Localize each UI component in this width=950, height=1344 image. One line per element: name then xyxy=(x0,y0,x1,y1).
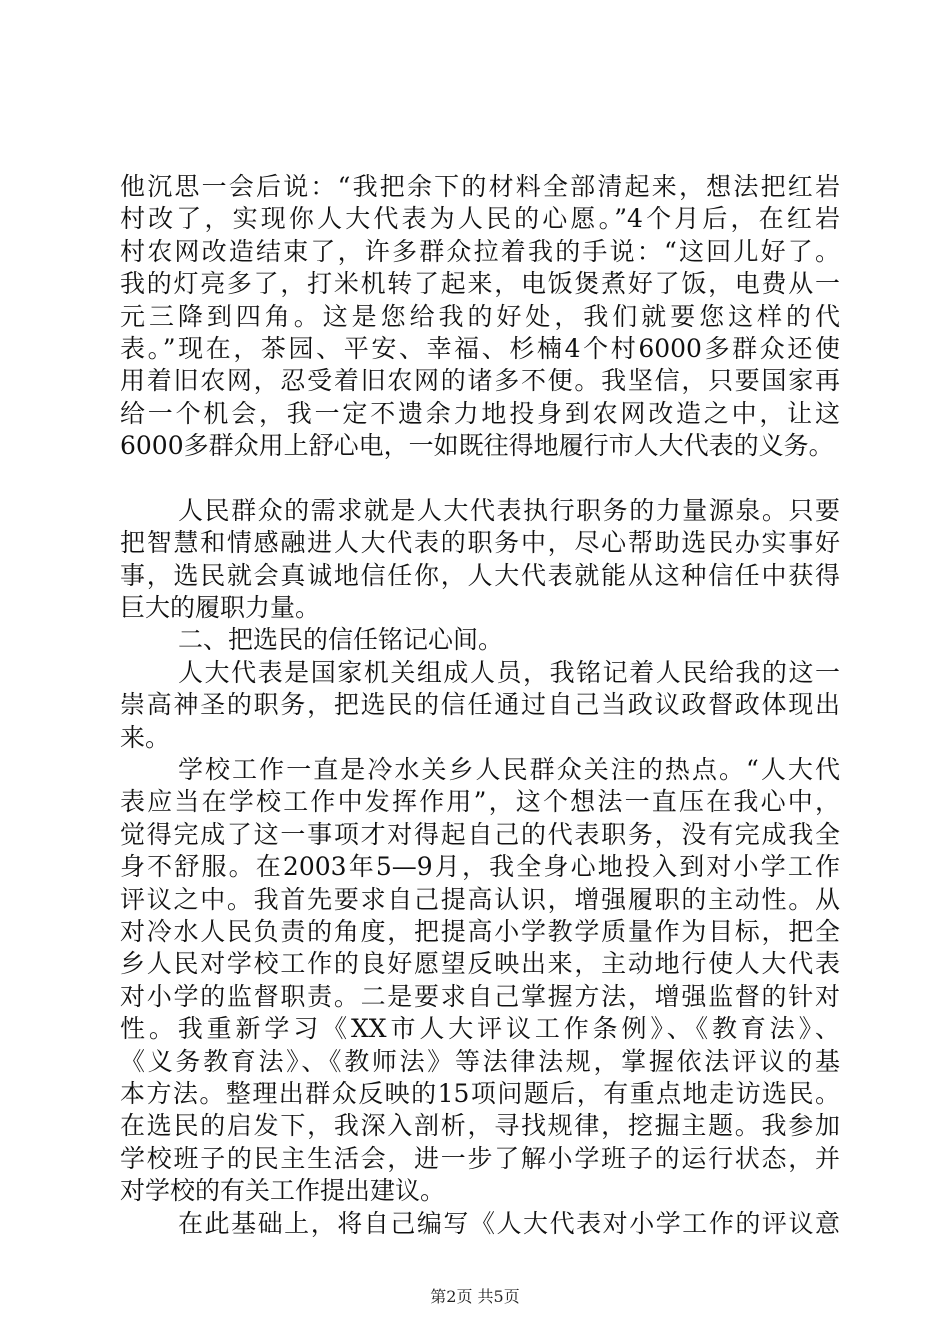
text-line: 在此基础上，将自己编写《人大代表对小学工作的评议意 xyxy=(178,1208,840,1238)
text-line: 本方法。整理出群众反映的15项问题后，有重点地走访选民。 xyxy=(120,1078,840,1108)
text-line: 学校班子的民主生活会，进一步了解小学班子的运行状态，并 xyxy=(120,1143,840,1173)
text-line: 6000多群众用上舒心电，一如既往得地履行市人大代表的义务。 xyxy=(120,431,834,461)
text-line: 给一个机会，我一定不遗余力地投身到农网改造之中，让这 xyxy=(120,398,840,428)
paragraph-continuation xyxy=(120,171,840,463)
paragraph-gap xyxy=(120,463,840,495)
text-line: 《义务教育法》、《教师法》等法律法规，掌握依法评议的基 xyxy=(120,1046,840,1076)
text-line: 表应当在学校工作中发挥作用”，这个想法一直压在我心中， xyxy=(120,787,840,817)
text-line: 村农网改造结束了，许多群众拉着我的手说：“这回儿好了。 xyxy=(120,236,840,266)
text-line: 人大代表是国家机关组成人员，我铭记着人民给我的这一 xyxy=(178,657,840,687)
page-footer: 第2页 共5页 xyxy=(430,1287,520,1306)
text-line: 学校工作一直是冷水关乡人民群众关注的热点。“人大代 xyxy=(178,755,840,785)
text-line: 觉得完成了这一事项才对得起自己的代表职务，没有完成我全 xyxy=(120,819,840,849)
text-line: 来。 xyxy=(120,722,171,752)
text-line: 对学校的有关工作提出建议。 xyxy=(120,1176,446,1206)
text-line: 崇高神圣的职务，把选民的信任通过自己当政议政督政体现出 xyxy=(120,690,840,720)
text-line: 巨大的履职力量。 xyxy=(120,593,321,623)
paragraph xyxy=(120,1208,840,1240)
text-line: 乡人民对学校工作的良好愿望反映出来，主动地行使人大代表 xyxy=(120,949,840,979)
section-heading xyxy=(120,624,840,656)
text-line: 把智慧和情感融进人大代表的职务中，尽心帮助选民办实事好 xyxy=(120,528,840,558)
text-line: 在选民的启发下，我深入剖析，寻找规律，挖掘主题。我参加 xyxy=(120,1111,840,1141)
text-line: 人民群众的需求就是人大代表执行职务的力量源泉。只要 xyxy=(178,495,840,525)
text-line: 事，选民就会真诚地信任你，人大代表就能从这种信任中获得 xyxy=(120,560,840,590)
text-line: 用着旧农网，忍受着旧农网的诸多不便。我坚信，只要国家再 xyxy=(120,366,840,396)
paragraph xyxy=(120,657,840,754)
text-line: 评议之中。我首先要求自己提高认识，增强履职的主动性。从 xyxy=(120,884,840,914)
text-line: 表。”现在，茶园、平安、幸福、杉楠4个村6000多群众还使 xyxy=(120,333,840,363)
document-body xyxy=(120,171,840,1240)
text-line: 二、把选民的信任铭记心间。 xyxy=(178,625,504,655)
text-line: 村改了，实现你人大代表为人民的心愿。”4个月后，在红岩 xyxy=(120,204,840,234)
paragraph xyxy=(120,754,840,1207)
text-line: 对小学的监督职责。二是要求自己掌握方法，增强监督的针对 xyxy=(120,981,840,1011)
text-line: 我的灯亮多了，打米机转了起来，电饭煲煮好了饭，电费从一 xyxy=(120,269,840,299)
text-line: 元三降到四角。这是您给我的好处，我们就要您这样的代 xyxy=(120,301,840,331)
text-line: 他沉思一会后说：“我把余下的材料全部清起来，想法把红岩 xyxy=(120,172,840,201)
paragraph xyxy=(120,495,840,625)
text-line: 身不舒服。在2003年5—9月，我全身心地投入到对小学工作 xyxy=(120,852,840,882)
text-line: 性。我重新学习《XX市人大评议工作条例》、《教育法》、 xyxy=(120,1014,840,1044)
text-line: 对冷水人民负责的角度，把提高小学教学质量作为目标，把全 xyxy=(120,916,840,946)
